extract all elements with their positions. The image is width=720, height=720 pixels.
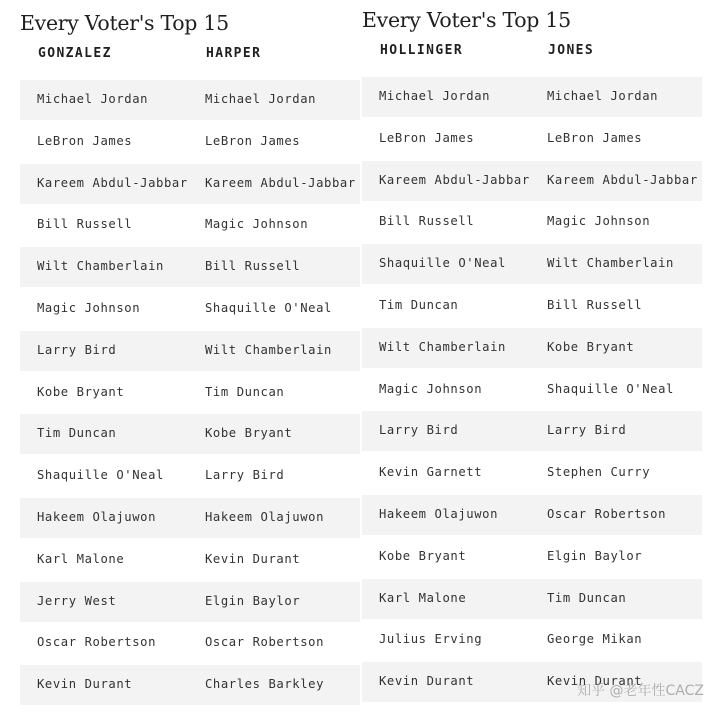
table-row — [362, 328, 702, 368]
table-row — [20, 414, 360, 454]
table-row — [362, 453, 702, 493]
player-cell: Wilt Chamberlain — [205, 342, 332, 357]
player-cell: Bill Russell — [205, 259, 301, 274]
player-cell: Tim Duncan — [205, 384, 285, 399]
player-cell: Bill Russell — [379, 214, 475, 229]
player-cell: Tim Duncan — [37, 426, 117, 441]
table-row — [20, 498, 360, 538]
player-cell: Tim Duncan — [379, 297, 459, 312]
player-cell: Jerry West — [37, 593, 117, 608]
table-row — [362, 370, 702, 410]
voter-name-header: JONES — [548, 43, 595, 58]
ranking-list — [20, 80, 360, 705]
table-row — [362, 411, 702, 451]
table-row — [20, 623, 360, 663]
table-row — [362, 244, 702, 284]
player-cell: LeBron James — [547, 130, 643, 145]
player-cell: Oscar Robertson — [205, 635, 325, 650]
voter-name-header: HOLLINGER — [380, 43, 464, 58]
player-cell: Wilt Chamberlain — [379, 339, 506, 354]
table-row — [20, 540, 360, 580]
watermark-text: 知乎 @老年性CACZ — [577, 683, 704, 699]
player-cell: Tim Duncan — [547, 590, 627, 605]
player-cell: Kobe Bryant — [379, 548, 467, 563]
player-cell: Elgin Baylor — [547, 548, 643, 563]
player-cell: Kobe Bryant — [205, 426, 293, 441]
voter-name-header: HARPER — [206, 46, 262, 61]
player-cell: Kobe Bryant — [547, 339, 635, 354]
player-cell: Stephen Curry — [547, 465, 651, 480]
player-cell: Michael Jordan — [37, 92, 149, 106]
player-cell: Kareem Abdul-Jabbar — [37, 175, 188, 190]
player-cell: LeBron James — [379, 130, 475, 145]
table-row — [20, 247, 360, 287]
player-cell: Hakeem Olajuwon — [205, 509, 325, 524]
player-cell: Oscar Robertson — [547, 506, 667, 521]
player-cell: Wilt Chamberlain — [37, 259, 164, 274]
player-cell: Charles Barkley — [205, 677, 325, 692]
player-cell: Shaquille O'Neal — [547, 381, 674, 396]
player-cell: Michael Jordan — [547, 89, 659, 103]
panel-title: Every Voter's Top 15 — [362, 8, 571, 32]
table-row — [20, 205, 360, 245]
table-row — [20, 373, 360, 413]
table-row — [362, 202, 702, 242]
table-row — [20, 122, 360, 162]
player-cell: Shaquille O'Neal — [205, 300, 332, 315]
player-cell: Julius Erving — [379, 632, 483, 647]
player-cell: Karl Malone — [379, 590, 467, 605]
table-row — [20, 665, 360, 705]
player-cell: Kevin Durant — [37, 677, 133, 692]
table-row — [362, 77, 702, 117]
panel-title: Every Voter's Top 15 — [20, 11, 229, 35]
player-cell: Larry Bird — [547, 423, 627, 438]
player-cell: Elgin Baylor — [205, 593, 301, 608]
player-cell: Magic Johnson — [205, 217, 309, 232]
player-cell: Bill Russell — [547, 297, 643, 312]
column-headers — [20, 40, 360, 80]
table-row — [362, 579, 702, 619]
player-cell: Magic Johnson — [379, 381, 483, 396]
player-cell: Kevin Durant — [379, 674, 475, 689]
voter-name-header: GONZALEZ — [38, 46, 112, 61]
player-cell: Magic Johnson — [37, 300, 141, 315]
player-cell: Karl Malone — [37, 551, 125, 566]
table-row — [20, 289, 360, 329]
player-cell: Magic Johnson — [547, 214, 651, 229]
player-cell: Larry Bird — [205, 468, 285, 483]
player-cell: Wilt Chamberlain — [547, 256, 674, 271]
player-cell: Larry Bird — [379, 423, 459, 438]
voter-panel-right — [362, 3, 702, 704]
player-cell: LeBron James — [37, 133, 133, 148]
player-cell: Shaquille O'Neal — [379, 256, 506, 271]
voter-panel-left — [20, 6, 360, 707]
table-row — [20, 331, 360, 371]
table-row — [362, 620, 702, 660]
player-cell: Hakeem Olajuwon — [37, 509, 157, 524]
player-cell: Kareem Abdul-Jabbar — [547, 172, 698, 187]
player-cell: Hakeem Olajuwon — [379, 506, 499, 521]
player-cell: George Mikan — [547, 632, 643, 647]
player-cell: Bill Russell — [37, 217, 133, 232]
table-row — [20, 80, 360, 120]
ranking-list — [362, 77, 702, 702]
table-row — [362, 537, 702, 577]
player-cell: Larry Bird — [37, 342, 117, 357]
table-row — [362, 119, 702, 159]
table-row — [20, 582, 360, 622]
player-cell: Shaquille O'Neal — [37, 468, 164, 483]
player-cell: Oscar Robertson — [37, 635, 157, 650]
player-cell: Kobe Bryant — [37, 384, 125, 399]
player-cell: LeBron James — [205, 133, 301, 148]
table-row — [20, 456, 360, 496]
player-cell: Kareem Abdul-Jabbar — [205, 175, 356, 190]
player-cell: Kevin Garnett — [379, 465, 483, 480]
player-cell: Michael Jordan — [205, 92, 317, 106]
table-row — [20, 164, 360, 204]
table-row — [362, 286, 702, 326]
player-cell: Michael Jordan — [379, 89, 491, 103]
player-cell: Kareem Abdul-Jabbar — [379, 172, 530, 187]
player-cell: Kevin Durant — [205, 551, 301, 566]
player-cell: Kevin Durant — [547, 674, 643, 689]
table-row — [362, 495, 702, 535]
table-row — [362, 161, 702, 201]
column-headers — [362, 37, 702, 77]
